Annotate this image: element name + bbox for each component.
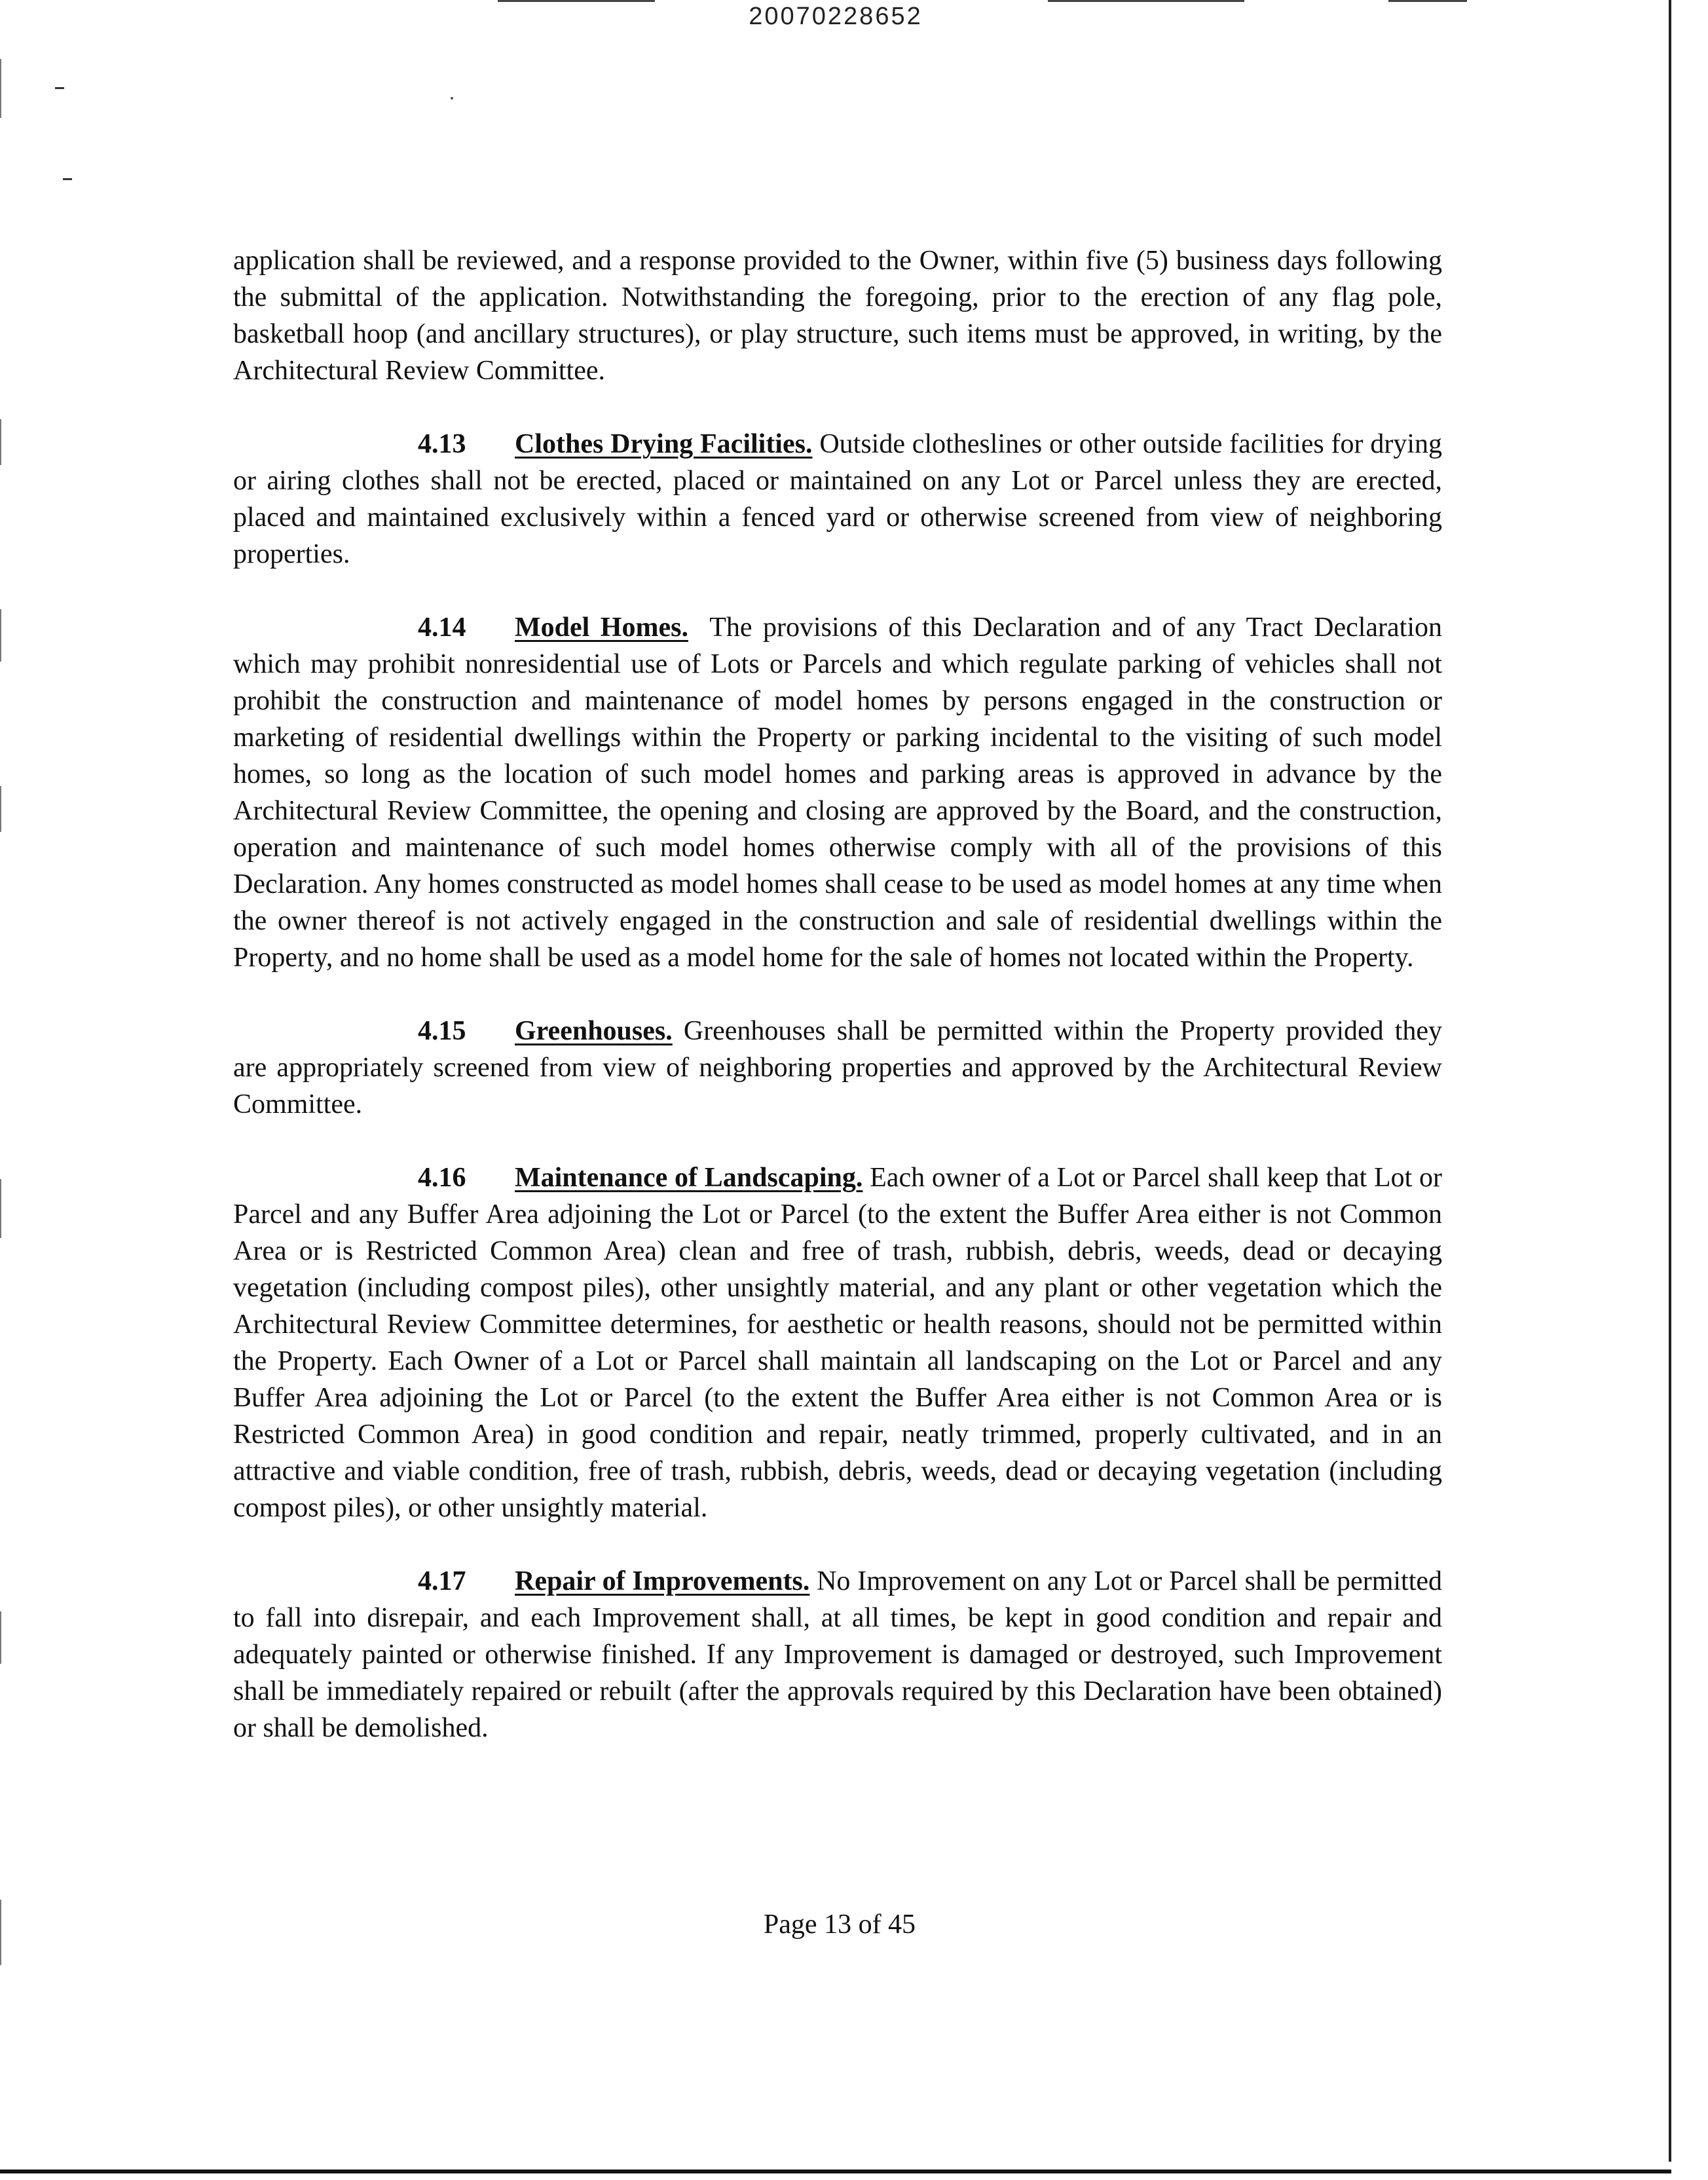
section-body: Outside clotheslines or other outside facilities for drying or airing clothes shall not be erected, placed or maintained on any Lot or Parcel unless they are erected, placed and maintained exclusively within a fenced yard or otherwise screened from view of neighboring properties. (233, 429, 1442, 569)
scan-artifact-dash (63, 178, 72, 180)
page-number: Page 13 of 45 (763, 1909, 916, 1940)
section-body: Each owner of a Lot or Parcel shall keep that Lot or Parcel and any Buffer Area adjoining the Lot or Parcel (to the extent the Buffer Area either is not Common Area or is Restricted Common Area) clean and free of trash, rubbish, debris, weeds, dead or decaying vegetation (including compost piles), other unsightly material, and any plant or other vegetation which the Architectural Review Committee determines, for aesthetic or health reasons, should not be permitted within the Property. Each Owner of a Lot or Parcel shall maintain all landscaping on the Lot or Parcel and any Buffer Area adjoining the Lot or Parcel (to the extent the Buffer Area either is not Common Area or is Restricted Common Area) in good condition and repair, neatly trimmed, properly cultivated, and in an attractive and viable condition, free of trash, rubbish, debris, weeds, dead or decaying vegetation (including compost piles), or other unsightly material. (233, 1163, 1443, 1523)
scan-artifact-speck (451, 97, 453, 100)
document-body (233, 242, 1442, 1783)
scan-artifact-right-edge (1669, 0, 1671, 2162)
scan-artifact-left-tick (0, 59, 1, 118)
section-4-17 (233, 1563, 1442, 1746)
section-4-15 (233, 1013, 1442, 1123)
intro-paragraph: application shall be reviewed, and a response provided to the Owner, within five (5) business days following the submittal of the application. Notwithstanding the foregoing, prior to the erection of any flag pole, basketball hoop (and ancillary structures), or play structure, such items must be approved, in writing, by the Architectural Review Committee. (233, 246, 1442, 386)
scan-artifact-top-rule (498, 0, 655, 2)
document-number: 20070228652 (749, 3, 923, 30)
scan-artifact-left-tick (0, 609, 1, 662)
section-title: Repair of Improvements. (515, 1566, 810, 1596)
section-4-13 (233, 426, 1442, 573)
section-title: Greenhouses. (515, 1016, 673, 1046)
section-body: Greenhouses shall be permitted within the Property provided they are appropriately screened from view of neighboring properties and approved by the Architectural Review Committee. (233, 1016, 1442, 1119)
scan-artifact-top-rule (1048, 0, 1244, 2)
scan-artifact-top-rule (1388, 0, 1467, 2)
section-number: 4.14 (418, 612, 466, 643)
section-number: 4.15 (418, 1016, 466, 1046)
section-4-14 (233, 609, 1442, 976)
section-number: 4.13 (418, 429, 466, 459)
scan-artifact-left-tick (0, 419, 1, 465)
scan-artifact-left-tick (0, 786, 1, 832)
scan-artifact-dash (55, 87, 64, 89)
section-body: The provisions of this Declaration and of any Tract Declaration which may prohibit nonresidential use of Lots or Parcels and which regulate parking of vehicles shall not prohibit the construction and maintenance of model homes by persons engaged in the construction or marketing of residential dwellings within the Property or parking incidental to the visiting of such model homes, so long as the location of such model homes and parking areas is approved in advance by the Architectural Review Committee, the opening and closing are approved by the Board, and the construction, operation and maintenance of such model homes otherwise comply with all of the provisions of this Declaration. Any homes constructed as model homes shall cease to be used as model homes at any time when the owner thereof is not actively engaged in the construction and sale of residential dwellings within the Property, and no home shall be used as a model home for the sale of homes not located within the Property. (233, 612, 1443, 973)
section-4-16 (233, 1159, 1442, 1526)
section-title: Maintenance of Landscaping. (515, 1163, 863, 1193)
section-title: Model Homes. (515, 612, 688, 643)
section-number: 4.16 (418, 1163, 466, 1193)
scan-artifact-bottom-edge (0, 2170, 1671, 2173)
section-title: Clothes Drying Facilities. (515, 429, 813, 459)
scan-artifact-left-tick (0, 1179, 1, 1238)
scan-artifact-left-tick (0, 1611, 1, 1664)
section-number: 4.17 (418, 1566, 466, 1596)
section-body: No Improvement on any Lot or Parcel shall be permitted to fall into disrepair, and each Improvement shall, at all times, be kept in good condition and repair and adequately painted or otherwise finished. If any Improvement is damaged or destroyed, such Improvement shall be immediately repaired or rebuilt (after the approvals required by this Declaration have been obtained) or shall be demolished. (233, 1566, 1443, 1743)
